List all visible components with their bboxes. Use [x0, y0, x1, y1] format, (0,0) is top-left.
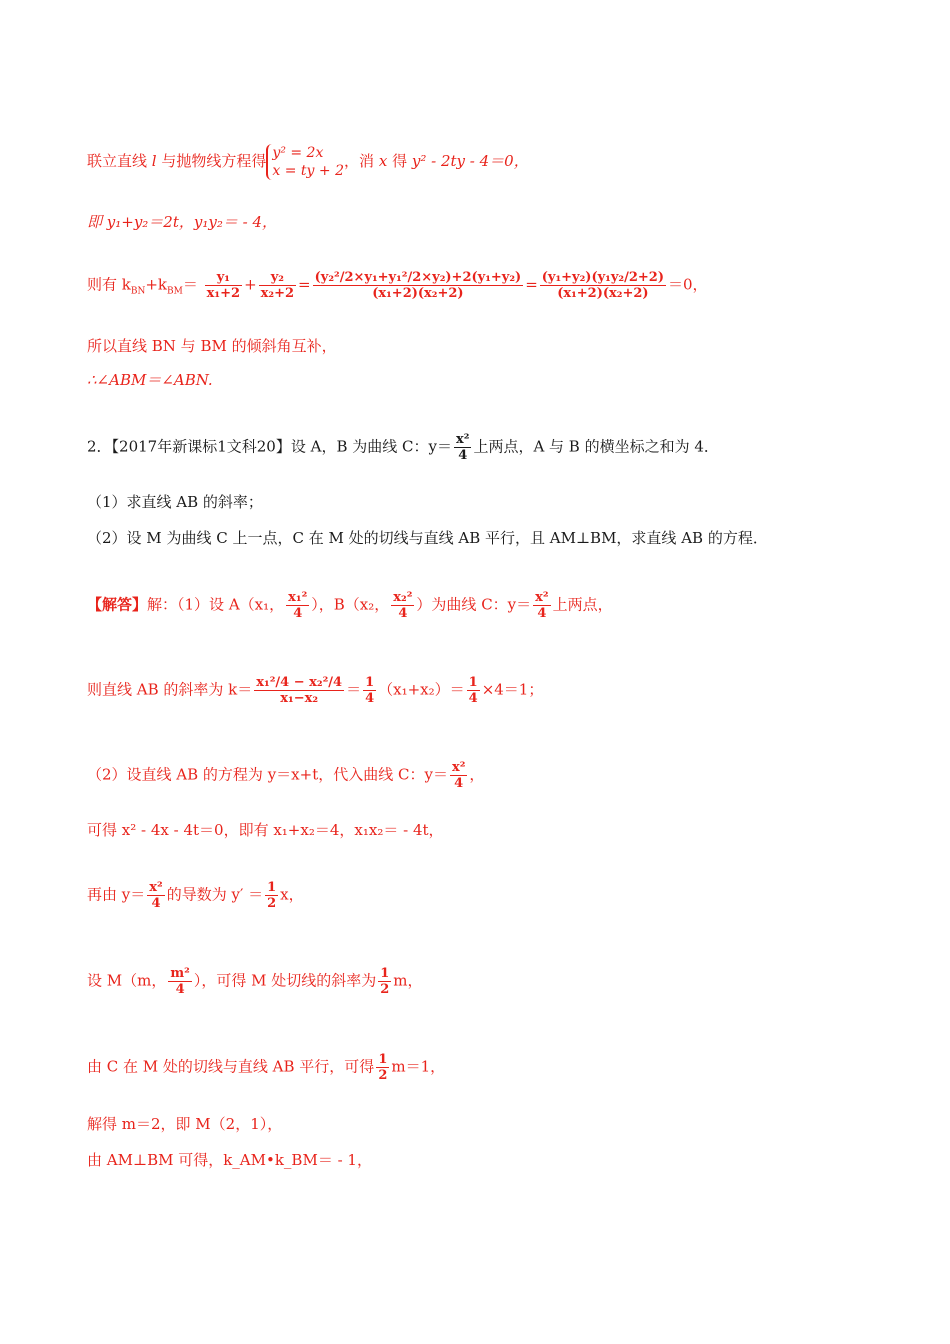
answer-label: 【解答】	[87, 595, 148, 614]
fraction: $\frac{1}{4}$	[468, 675, 478, 706]
fraction: $\frac{\text{(y₁+y₂)(y₁y₂/2+2)}}{\text{(x₁+2)(x₂+2)}}$	[541, 270, 664, 301]
fraction: $\frac{\text{x²}}{4}$	[455, 432, 470, 463]
fraction: $\frac{\text{x₁²/4 − x₂²/4}}{\text{x₁−x₂}}$	[256, 675, 343, 706]
answer-line-8: 解得 m＝2，即 M（2，1），	[87, 1115, 283, 1133]
fraction: $\frac{\text{y₂}}{\text{x₂+2}}$	[260, 270, 295, 301]
fraction: $\frac{\text{y₁}}{\text{x₁+2}}$	[206, 270, 241, 301]
answer-line-1: 【解答】解：（1）设 A（x₁， $\frac{\text{x₁²}}{4}$ ），B（x₂， $\frac{\text{x₂²}}{4}$ ）为曲线 C：y＝ $\frac{\text{x²}}{4}$ 上两点，	[87, 590, 613, 621]
answer-line-4: 可得 x² - 4x - 4t＝0，即有 x₁+x₂＝4，x₁x₂＝ - 4t，	[87, 821, 444, 839]
fraction: $\frac{1}{2}$	[267, 880, 277, 911]
fraction: $\frac{\text{x²}}{4}$	[149, 880, 163, 911]
fraction: $\frac{\text{x²}}{4}$	[535, 590, 549, 621]
problem-2-question-2: （2）设 M 为曲线 C 上一点，C 在 M 处的切线与直线 AB 平行，且 AM⊥BM，求直线 AB 的方程．	[87, 529, 768, 547]
answer-line-5: 再由 y＝ $\frac{\text{x²}}{4}$ 的导数为 y′ ＝ $\frac{1}{2}$ x，	[87, 880, 304, 911]
solution-line-slope-sum: 则有 $k_{BN}+k_{BM}=$ $\frac{\text{y₁}}{\text{x₁+2}}$ + $\frac{\text{y₂}}{\text{x₂+2}}$ = $\frac{\text{(y₂²/2×y₁+y₁²/2×y₂)+2(y₁+y₂)}}{\text{(x₁+2)(x₂+2)}}$ = $\frac{\text{(y₁+y₂)(y₁y₂/2+2)}}{\text{(x₁+2)(x₂+2)}}$ ＝0，	[87, 270, 708, 301]
fraction: $\frac{\text{m²}}{4}$	[170, 966, 190, 997]
solution-line-system: 联立直线 l 与抛物线方程得 y² = 2x x = ty + 2 ，消 x 得 y² - 2ty - 4＝0，	[87, 145, 529, 179]
problem-2-statement: 2．【2017年新课标1文科20】设 A，B 为曲线 C：y＝ $\frac{\text{x²}}{4}$ 上两点，A 与 B 的横坐标之和为 4．	[87, 432, 719, 463]
fraction: $\frac{1}{4}$	[365, 675, 375, 706]
fraction: $\frac{\text{x²}}{4}$	[451, 760, 466, 791]
problem-2-question-1: （1）求直线 AB 的斜率；	[87, 493, 263, 511]
answer-line-2: 则直线 AB 的斜率为 k＝ $\frac{\text{x₁²/4 − x₂²/4}}{\text{x₁−x₂}}$ ＝ $\frac{1}{4}$ （x₁+x₂）＝ $\frac{1}{4}$ ×4＝1；	[87, 675, 544, 706]
fraction: $\frac{\text{x₁²}}{4}$	[288, 590, 308, 621]
answer-line-3: （2）设直线 AB 的方程为 y＝x+t，代入曲线 C：y＝ $\frac{\text{x²}}{4}$ ，	[87, 760, 485, 791]
fraction: $\frac{1}{2}$	[380, 966, 390, 997]
fraction: $\frac{\text{(y₂²/2×y₁+y₁²/2×y₂)+2(y₁+y₂)}}{\text{(x₁+2)(x₂+2)}}$	[314, 270, 522, 301]
fraction: $\frac{1}{2}$	[378, 1052, 388, 1083]
solution-line-angles: 所以直线 BN 与 BM 的倾斜角互补，	[87, 337, 337, 355]
solution-conclusion: ∴∠ABM＝∠ABN.	[87, 371, 213, 389]
answer-line-7: 由 C 在 M 处的切线与直线 AB 平行，可得 $\frac{1}{2}$ m＝1，	[87, 1052, 446, 1083]
answer-line-6: 设 M（m， $\frac{\text{m²}}{4}$ ），可得 M 处切线的斜率为 $\frac{1}{2}$ m，	[87, 966, 423, 997]
answer-line-9: 由 AM⊥BM 可得，k_AM•k_BM＝ - 1，	[87, 1151, 372, 1169]
fraction: $\frac{\text{x₂²}}{4}$	[393, 590, 413, 621]
solution-line-vieta: 即 y₁+y₂＝2t，y₁y₂＝ - 4，	[87, 213, 278, 231]
equation-system: y² = 2x x = ty + 2	[266, 144, 344, 180]
